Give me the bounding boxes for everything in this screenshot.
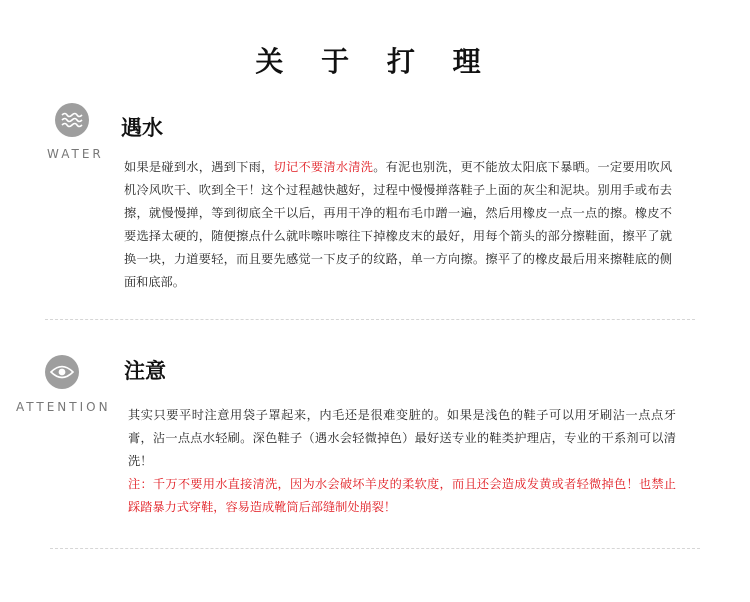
attention-paragraph: 其实只要平时注意用袋子罩起来，内毛还是很难变脏的。如果是浅色的鞋子可以用牙刷沾一点点牙膏，沾一点点水轻刷。深色鞋子（遇水会轻微掉色）最好送专业的鞋类护理店，专业的干系剂可以清洗！ (128, 408, 676, 468)
attention-caption: ATTENTION (16, 400, 111, 414)
water-paragraph (124, 156, 672, 294)
eye-icon (45, 355, 79, 389)
water-text-highlight: 切记不要清水清洗 (273, 160, 374, 174)
water-heading: 遇水 (121, 116, 163, 140)
bottom-divider (50, 548, 700, 549)
page-title: 关 于 打 理 (255, 45, 495, 78)
water-text-after: 。有泥也别洗，更不能放太阳底下暴晒。一定要用吹风机冷风吹干、吹到全干！这个过程越快越好，过程中慢慢掸落鞋子上面的灰尘和泥块。别用手或布去擦，就慢慢掸，等到彻底全干以后，再用干净的粗布毛巾蹭一遍，然后用橡皮一点一点的擦。橡皮不要选择太硬的，随便擦点什么就咔嚓咔嚓往下掉橡皮末的最好，用每个箭头的部分擦鞋面，擦平了就换一块，力道要轻，而且要先感觉一下皮子的纹路，单一方向擦。擦平了的橡皮最后用来擦鞋底的侧面和底部。 (124, 160, 673, 289)
section-divider (45, 319, 695, 320)
attention-warning: 注：千万不要用水直接清洗，因为水会破坏羊皮的柔软度，而且还会造成发黄或者轻微掉色！也禁止踩踏暴力式穿鞋，容易造成靴筒后部缝制处崩裂！ (128, 477, 676, 514)
water-text-before: 如果是碰到水，遇到下雨， (124, 160, 274, 174)
water-waves-icon (55, 103, 89, 137)
attention-heading: 注意 (124, 359, 166, 383)
water-caption: WATER (47, 147, 104, 161)
